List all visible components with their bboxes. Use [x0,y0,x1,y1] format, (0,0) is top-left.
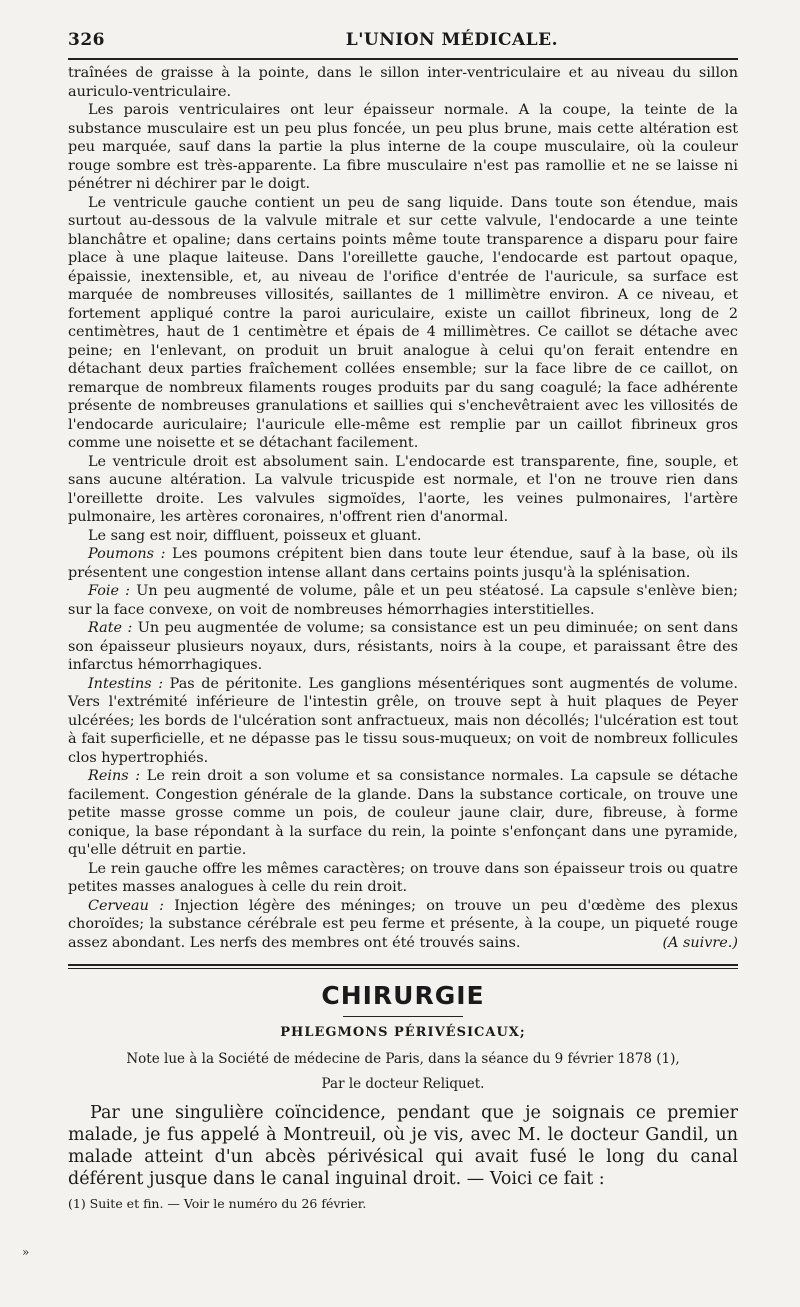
paragraph: Le ventricule gauche contient un peu de sang liquide. Dans toute son étendue, mais surtout au-dessous de la valvule mitrale et sur cette valvule, l'endocarde a une teinte blanchâtre et opaline; dans certains points même toute transparence a disparu pour faire place à une plaque laiteuse. Dans l'oreillette gauche, l'endocarde est partout opaque, épaissie, inextensible, et, au niveau de l'orifice d'entrée de l'auricule, sa surface est marquée de nombreuses villosités, saillantes de 1 millimètre environ. A ce niveau, et fortement appliqué contre la paroi auriculaire, existe un caillot fibrineux, long de 2 centimètres, haut de 1 centimètre et épais de 4 millimètres. Ce caillot se détache avec peine; en l'enlevant, on produit un bruit analogue à celui qu'on ferait entendre en détachant deux parties fraîchement collées ensemble; sur la face libre de ce caillot, on remarque de nombreux filaments rouges produits par du sang coagulé; la face adhérente présente de nombreuses granulations et saillies qui s'enchevêtraient avec les villosités de l'endocarde auriculaire; l'auricule elle-même est remplie par un caillot fibrineux gros comme une noisette et se détachant facilement. [68,194,738,451]
organ-label: Poumons : [88,546,166,562]
paragraph-text: Les poumons crépitent bien dans toute leur étendue, sauf à la base, où ils présentent une congestion intense allant dans certains points jusqu'à la splénisation. [68,546,738,581]
paragraph-text: Le rein droit a son volume et sa consistance normales. La capsule se détache facilement. Congestion générale de la glande. Dans la substance corticale, on trouve une petite masse grosse comme un pois, de couleur jaune clair, dure, fibreuse, à forme conique, la base répondant à la surface du rein, la pointe s'enfonçant dans une pyramide, qu'elle détruit en partie. [68,768,738,858]
organ-label: Reins : [88,768,141,784]
paragraph-text: Un peu augmenté de volume, pâle et un peu stéatosé. La capsule s'enlève bien; sur la face convexe, on voit de nombreuses hémorrhagies interstitielles. [68,583,738,618]
paragraph-rate [68,619,738,675]
article-title: PHLEGMONS PÉRIVÉSICAUX; [280,1025,526,1040]
title-rule [343,1016,463,1017]
paragraph-text: Injection légère des méninges; on trouve un peu d'œdème des plexus choroïdes; la substance cérébrale est peu ferme et présente, à la coupe, un piqueté rouge assez abondant. Les nerfs des membres ont été trouvés sains. [68,897,739,951]
organ-label: Foie : [88,583,131,599]
article-note: Note lue à la Société de médecine de Paris, dans la séance du 9 février 1878 (1), [126,1051,680,1067]
section-title: CHIRURGIE [321,981,485,1010]
paragraph: Le sang est noir, diffluent, poisseux et gluant. [88,527,422,544]
organ-label: Rate : [88,620,133,636]
section-divider [68,964,738,969]
to-be-continued: (A suivre.) [662,934,738,951]
margin-mark: » [22,1245,30,1259]
paragraph-foie [68,582,738,619]
article-body [68,64,738,952]
paragraph: Le rein gauche offre les mêmes caractères; on trouve dans son épaisseur trois ou quatre petites masses analogues à celle du rein droit. [68,860,738,895]
organ-label: Cerveau : [88,897,165,914]
paragraph-reins [68,767,738,860]
page [68,30,738,1211]
footnote: (1) Suite et fin. — Voir le numéro du 26 février. [68,1196,367,1211]
paragraph-text: Un peu augmentée de volume; sa consistance est un peu diminuée; on sent dans son épaisseur plusieurs noyaux, durs, résistants, noirs à la coupe, et paraissant être des infarctus hémorrhagiques. [68,620,738,673]
running-head: L'UNION MÉDICALE. [345,30,558,50]
paragraph-text: Pas de péritonite. Les ganglions mésentériques sont augmentés de volume. Vers l'extrémité inférieure de l'intestin grêle, on trouve sept à huit plaques de Peyer ulcérées; les bords de l'ulcération sont anfractueux, mais non décollés; l'ulcération est tout à fait superficielle, et ne dépasse pas le tissu sous-muqueux; on voit de nombreux follicules clos hypertrophiés. [68,675,738,766]
paragraph: Les parois ventriculaires ont leur épaisseur normale. A la coupe, la teinte de la substance musculaire est un peu plus foncée, un peu plus brune, mais cette altération est peu marquée, sauf dans la partie la plus interne de la coupe musculaire, où la couleur rouge sombre est très-apparente. La fibre musculaire n'est pas ramollie et ne se laisse ni pénétrer ni déchirer par le doigt. [68,102,738,192]
paragraph-cerveau [68,897,738,953]
paragraph-poumons [68,545,738,582]
paragraph: Par une singulière coïncidence, pendant que je soignais ce premier malade, je fus appelé à Montreuil, où je vis, avec M. le docteur Gandil, un malade atteint d'un abcès périvésical qui avait fusé le long du canal déférent jusque dans le canal inguinal droit. — Voici ce fait : [68,1103,738,1189]
organ-label: Intestins : [88,675,164,692]
paragraph-intestins [68,675,738,768]
page-header [68,30,738,56]
paragraph: traînées de graisse à la pointe, dans le sillon inter-ventriculaire et au niveau du sillon auriculo-ventriculaire. [68,65,738,100]
page-number: 326 [68,30,105,50]
article-author: Par le docteur Reliquet. [321,1076,485,1092]
paragraph: Le ventricule droit est absolument sain. L'endocarde est transparente, fine, souple, et sans aucune altération. La valvule tricuspide est normale, et l'on ne trouve rien dans l'oreillette droite. Les valvules sigmoïdes, l'aorte, les veines pulmonaires, l'artère pulmonaire, les artères coronaires, n'offrent rien d'anormal. [68,453,738,525]
article-intro [68,1102,738,1190]
header-rule [68,58,738,60]
